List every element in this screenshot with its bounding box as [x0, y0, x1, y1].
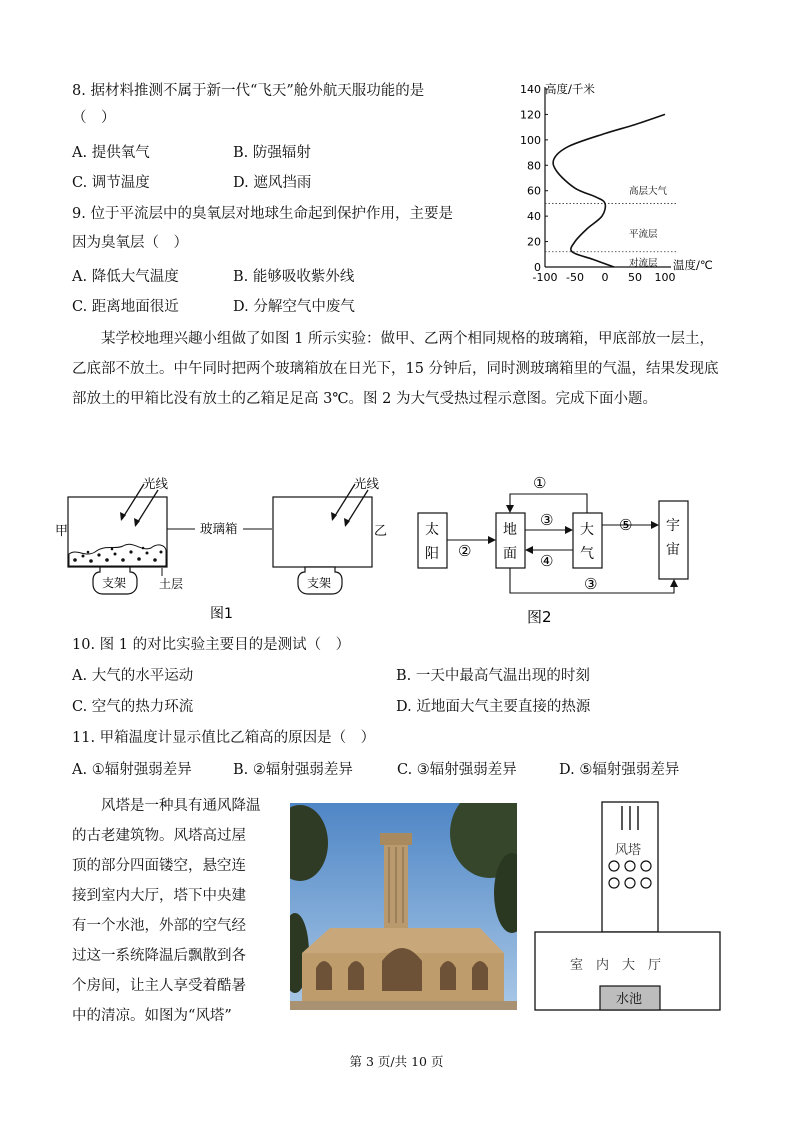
light-label-a: 光线 [143, 476, 169, 491]
atmosphere-chart [505, 76, 727, 288]
q9-option-d: D. 分解空气中废气 [233, 299, 355, 315]
light-label-b: 光线 [354, 476, 380, 491]
arrowheads-a [120, 512, 140, 527]
arrowheads-b [331, 512, 350, 527]
figure-1-caption: 图1 [210, 606, 233, 622]
x-tick-label: 0 [601, 271, 609, 284]
space-label-1: 宇 [666, 518, 680, 534]
x-tick-label: -100 [532, 271, 558, 284]
flow-label-1: ① [533, 474, 547, 492]
box-a-label: 甲 [55, 524, 69, 539]
flow-label-3-bottom: ③ [584, 575, 598, 593]
x-axis-label: 温度/℃ [673, 258, 713, 272]
q10-option-d: D. 近地面大气主要直接的热源 [396, 699, 591, 715]
wind-tower-line: 顶的部分四面镂空，悬空连 [72, 858, 246, 874]
wind-tower-line: 中的清凉。如图为“风塔” [72, 1008, 232, 1024]
q11-option-d: D. ⑤辐射强弱差异 [559, 762, 680, 778]
sun-label-2: 阳 [425, 546, 439, 562]
sun-label-1: 太 [425, 522, 439, 538]
atmosphere-label-2: 气 [580, 546, 594, 562]
soil-label: 土层 [159, 577, 184, 591]
flow-lines [447, 494, 674, 593]
y-axis-label: 高度/千米 [545, 82, 595, 96]
q8-option-b: B. 防强辐射 [233, 145, 311, 161]
q8-option-a: A. 提供氧气 [72, 145, 150, 161]
y-tick-label: 0 [534, 261, 541, 274]
x-tick-label: -50 [566, 271, 584, 284]
chart-axes [545, 87, 671, 267]
wind-tower-line: 接到室内大厅，塔下中央建 [72, 888, 246, 904]
wind-tower-line: 个房间，让主人享受着酷暑 [72, 978, 246, 994]
layer-label-troposphere: 对流层 [629, 258, 658, 269]
q11-option-b: B. ②辐射强弱差异 [233, 762, 353, 778]
q10-option-a: A. 大气的水平运动 [72, 668, 194, 684]
q9-option-b: B. 能够吸收紫外线 [233, 269, 355, 285]
q9-option-c: C. 距离地面很近 [72, 299, 179, 315]
x-tick-labels [533, 271, 676, 284]
q10-stem: 10. 图 1 的对比实验主要目的是测试（ ） [72, 637, 351, 653]
q8-paren: （ ） [72, 110, 116, 126]
glass-label: 玻璃箱 [200, 521, 238, 536]
q8-stem: 8. 据材料推测不属于新一代“飞天”舱外航天服功能的是 [72, 83, 425, 99]
figure-2 [410, 468, 695, 628]
figure-1 [55, 472, 400, 627]
y-tick-label: 20 [527, 235, 541, 249]
flow-label-2: ② [458, 542, 472, 560]
y-tick-labels [520, 83, 548, 274]
box-b-label: 乙 [374, 524, 388, 539]
layer-label-stratosphere: 平流层 [629, 229, 658, 240]
y-tick-label: 40 [527, 210, 541, 224]
flow-label-3-top: ③ [540, 511, 554, 529]
stand-label-b: 支架 [307, 576, 332, 590]
q11-stem: 11. 甲箱温度计显示值比乙箱高的原因是（ ） [72, 730, 376, 746]
space-box [659, 501, 688, 579]
hall-label: 室 内 大 厅 [570, 958, 662, 973]
tower-label: 风塔 [615, 843, 642, 858]
q9-stem-line2: 因为臭氧层（ ） [72, 235, 188, 251]
q9-option-a: A. 降低大气温度 [72, 269, 179, 285]
q8-option-c: C. 调节温度 [72, 175, 150, 191]
wind-tower-diagram [530, 800, 725, 1015]
q11-option-a: A. ①辐射强弱差异 [72, 762, 192, 778]
y-tick-label: 80 [527, 159, 541, 173]
q10-option-b: B. 一天中最高气温出现的时刻 [396, 668, 590, 684]
wind-tower-paragraph [72, 791, 261, 1031]
flow-label-4: ④ [540, 552, 554, 570]
y-tick-label: 120 [520, 108, 541, 122]
stand-label-a: 支架 [102, 576, 127, 590]
space-label-2: 宙 [666, 542, 680, 558]
y-tick-label: 60 [527, 184, 541, 198]
y-tick-label: 100 [520, 133, 541, 147]
pool-label: 水池 [616, 992, 643, 1007]
figure-2-caption: 图2 [527, 608, 552, 626]
layer-label-upper: 高层大气 [629, 186, 668, 197]
wind-tower-line: 风塔是一种具有通风降温 [101, 798, 261, 814]
wind-tower-line: 的古老建筑物。风塔高过屋 [72, 828, 246, 844]
q8-option-d: D. 遮风挡雨 [233, 175, 312, 191]
q10-option-c: C. 空气的热力环流 [72, 699, 194, 715]
page-footer: 第 3 页/共 10 页 [349, 1054, 444, 1069]
wind-tower-line: 过这一系统降温后飘散到各 [72, 948, 246, 964]
intro-paragraph: 某学校地理兴趣小组做了如图 1 所示实验：做甲、乙两个相同规格的玻璃箱，甲底部放一层土，乙底部不放土。中午同时把两个玻璃箱放在日光下，15 分钟后，同时测玻璃箱里的气温，结果发现底部放土的甲箱比没有放土的乙箱足足高 3℃。图 2 为大气受热过程示意图。完成下面小题。 [72, 331, 719, 407]
x-tick-label: 100 [654, 271, 676, 284]
layer-boundaries [545, 203, 677, 251]
q11-option-c: C. ③辐射强弱差异 [397, 762, 517, 778]
ground-label-2: 面 [503, 546, 517, 562]
wind-tower-photo [290, 803, 517, 1010]
wind-tower-line: 有一个水池，外部的空气经 [72, 918, 246, 934]
flow-label-5: ⑤ [619, 516, 633, 534]
x-tick-label: 50 [628, 271, 642, 284]
ground-label-1: 地 [503, 522, 517, 538]
y-tick-label: 140 [520, 83, 541, 96]
atmosphere-label-1: 大 [580, 522, 594, 538]
q9-stem-line1: 9. 位于平流层中的臭氧层对地球生命起到保护作用，主要是 [72, 206, 453, 222]
